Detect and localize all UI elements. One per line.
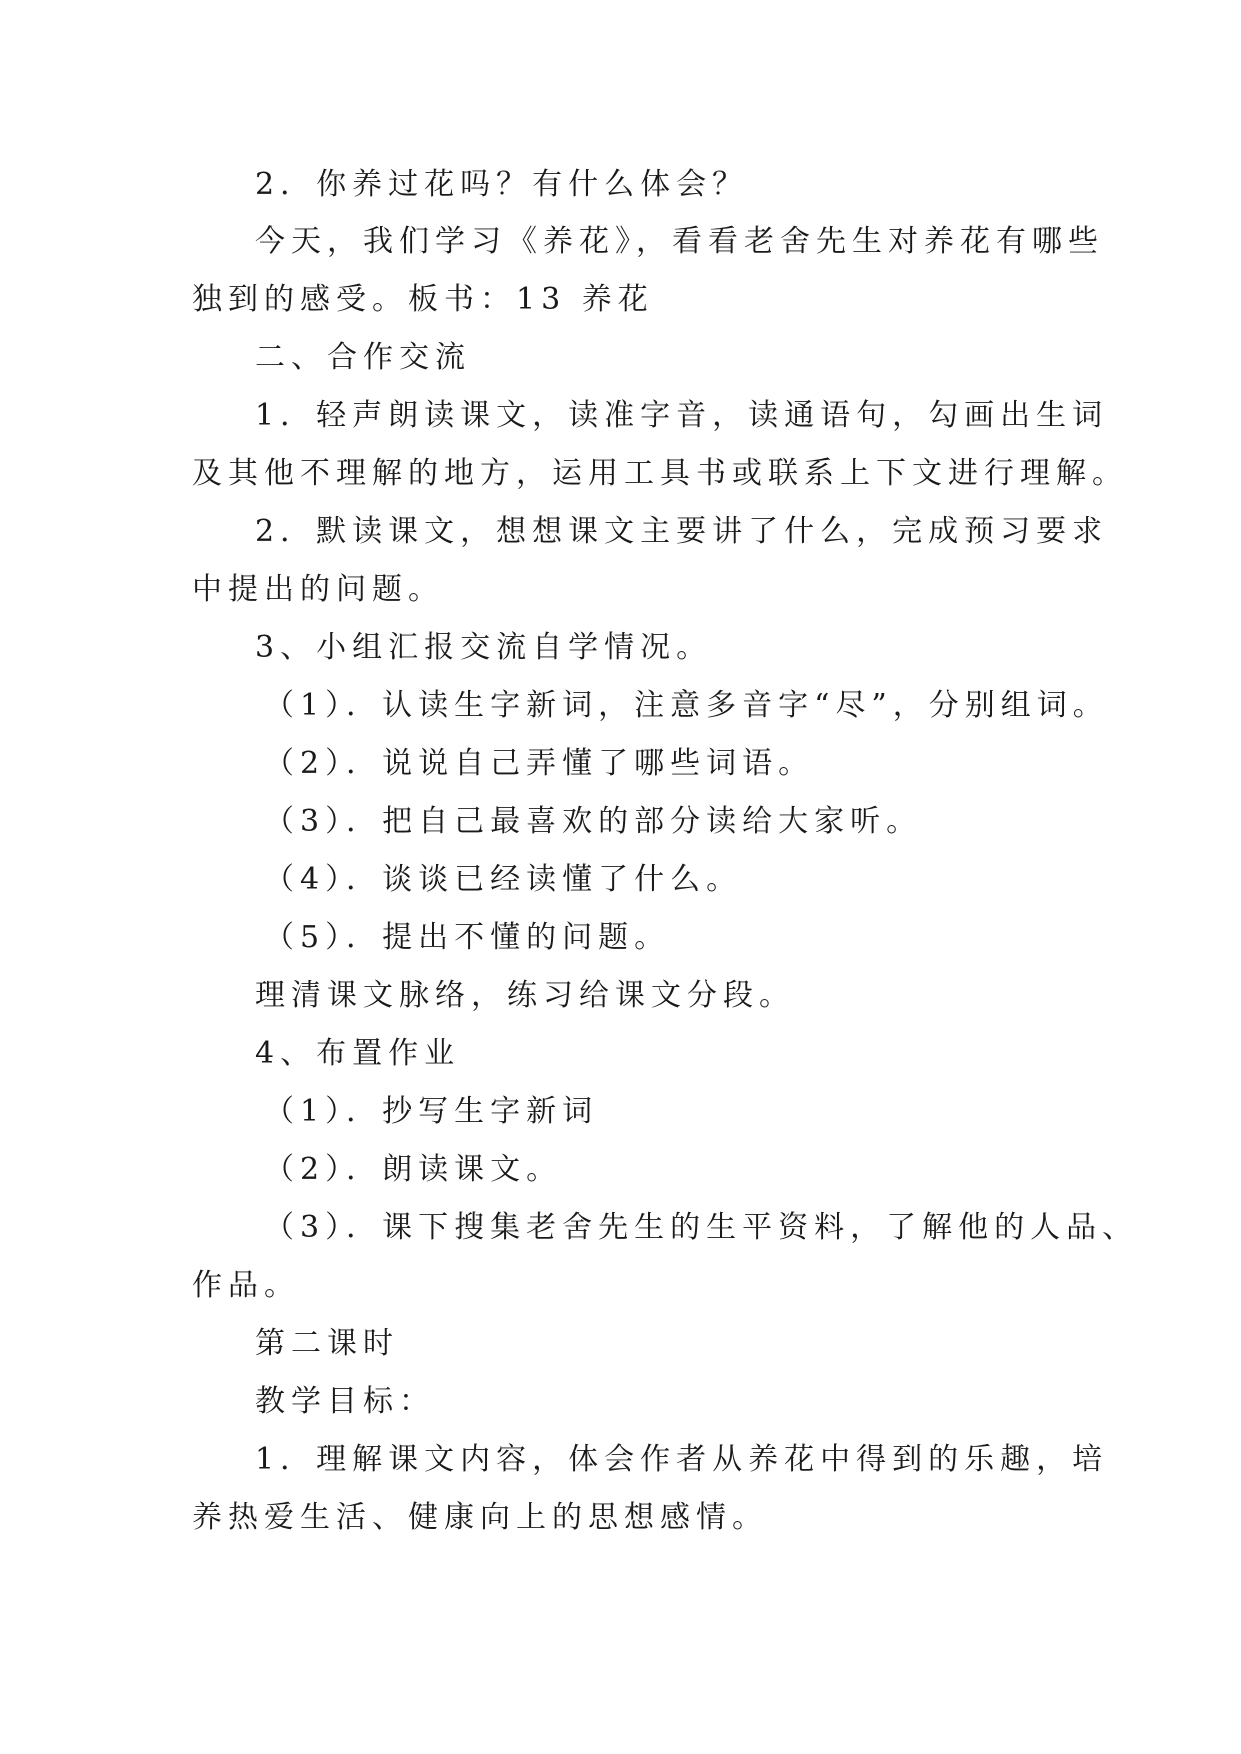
lesson-2-heading: 第二课时: [255, 1326, 399, 1361]
step-3-item-3: （3）．把自己最喜欢的部分读给大家听。: [264, 804, 923, 839]
question-2-line: 2．你养过花吗？有什么体会？: [255, 167, 749, 202]
homework-item-2: （2）．朗读课文。: [264, 1152, 563, 1187]
homework-item-3-line-2: 作品。: [192, 1268, 300, 1303]
section-heading-cooperation: 二、合作交流: [255, 340, 471, 375]
step-3-item-2: （2）．说说自己弄懂了哪些词语。: [264, 746, 815, 781]
step-1-line-1: 1．轻声朗读课文，读准字音，读通语句，勾画出生词: [255, 398, 1109, 433]
step-3-item-5: （5）．提出不懂的问题。: [264, 920, 671, 955]
step-3-item-1: （1）．认读生字新词，注意多音字“尽”，分别组词。: [264, 688, 1109, 723]
intro-paragraph-line-2: 独到的感受。板书：13 养花: [192, 282, 654, 317]
homework-item-3-line-1: （3）．课下搜集老舍先生的生平资料，了解他的人品、: [264, 1210, 1139, 1245]
step-1-line-2: 及其他不理解的地方，运用工具书或联系上下文进行理解。: [192, 456, 1128, 491]
step-3-item-4: （4）．谈谈已经读懂了什么。: [264, 862, 743, 897]
homework-item-1: （1）．抄写生字新词: [264, 1094, 599, 1129]
goal-1-line-1: 1．理解课文内容，体会作者从养花中得到的乐趣，培: [255, 1442, 1109, 1477]
step-4-heading: 4、布置作业: [255, 1036, 461, 1071]
goal-1-line-2: 养热爱生活、健康向上的思想感情。: [192, 1500, 768, 1535]
intro-paragraph-line-1: 今天，我们学习《养花》，看看老舍先生对养花有哪些: [255, 224, 1104, 259]
teaching-goals-heading: 教学目标：: [255, 1384, 435, 1419]
structure-note: 理清课文脉络，练习给课文分段。: [255, 978, 795, 1013]
step-2-line-2: 中提出的问题。: [192, 572, 444, 607]
step-3-heading: 3、小组汇报交流自学情况。: [255, 630, 713, 665]
step-2-line-1: 2．默读课文，想想课文主要讲了什么，完成预习要求: [255, 514, 1109, 549]
